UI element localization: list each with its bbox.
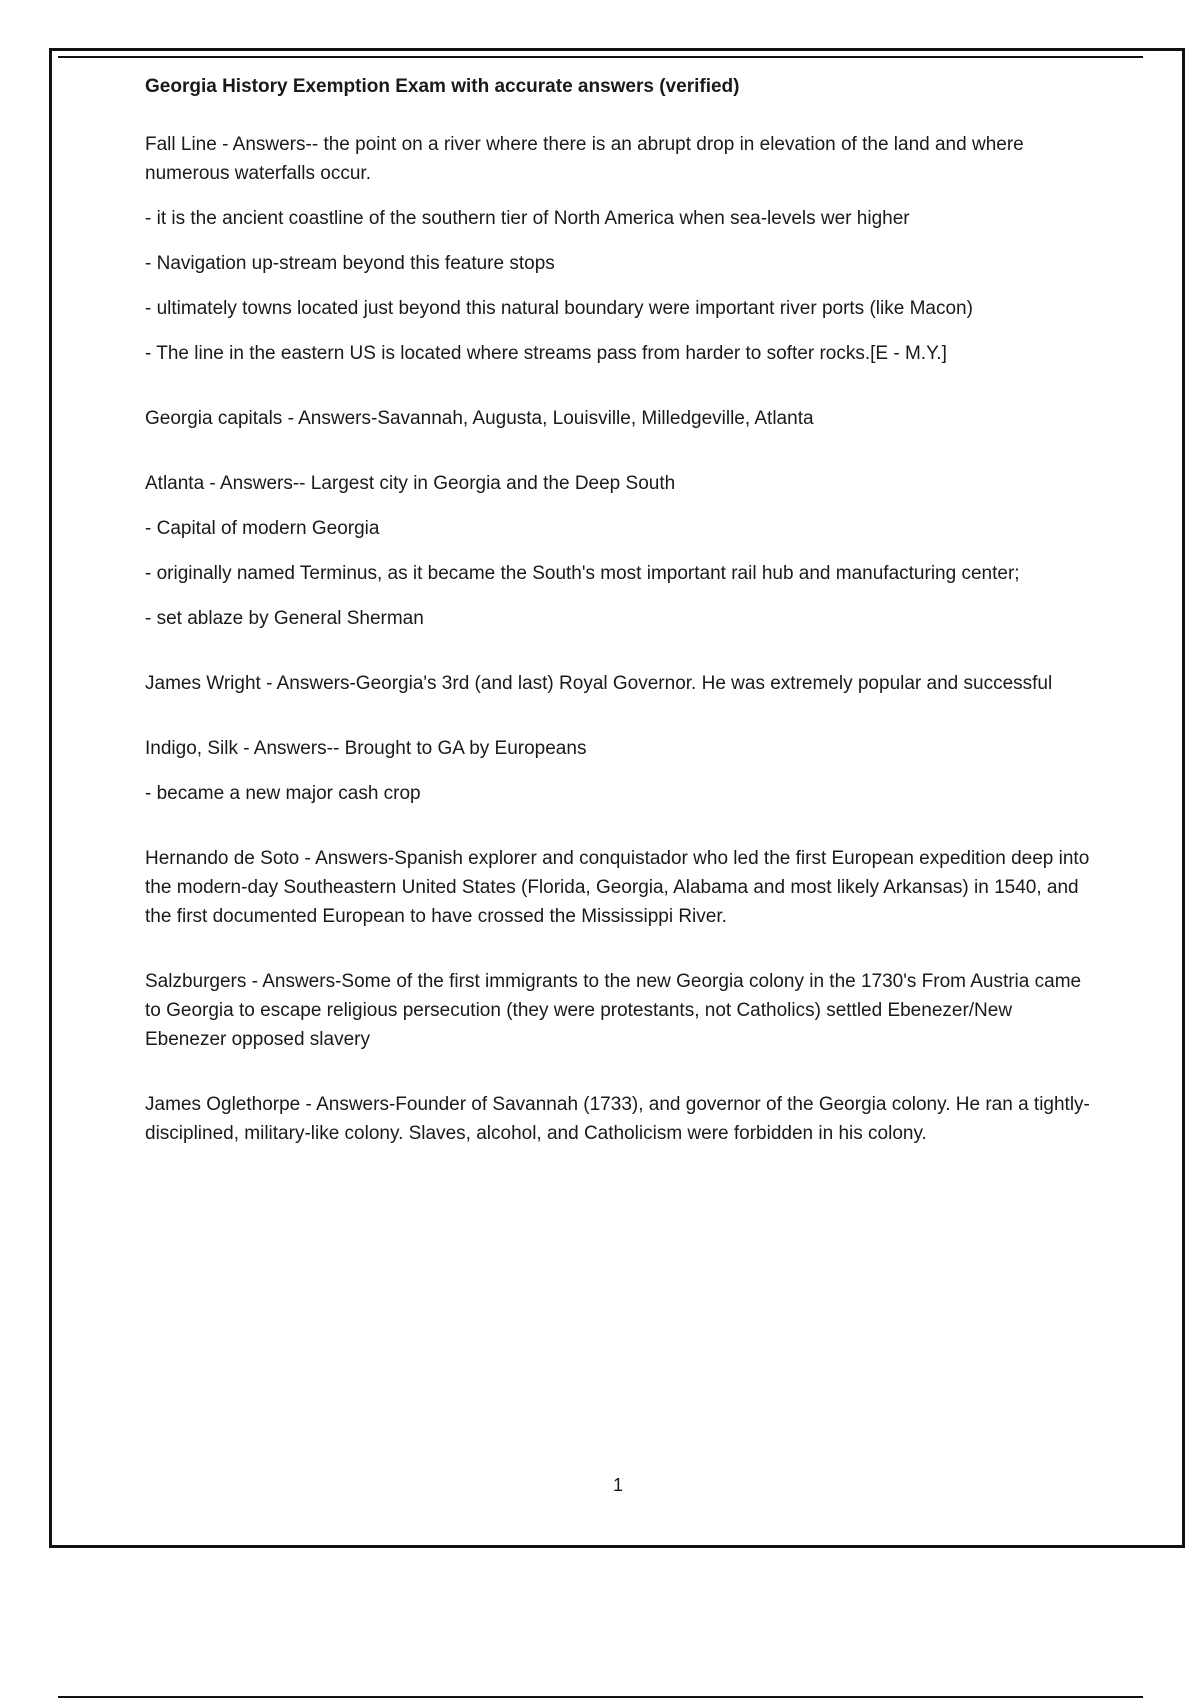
bottom-rule [58,1696,1143,1698]
entry-line: Indigo, Silk - Answers-- Brought to GA by Europeans [145,738,587,759]
entry-line: - originally named Terminus, as it became the South's most important rail hub and manufacturing center; [145,563,1020,584]
document-body [145,74,1095,1184]
entry-salzburgers [145,967,1095,1054]
entry-james-wright [145,669,1095,698]
entry-line: Atlanta - Answers-- Largest city in Georgia and the Deep South [145,473,676,494]
entry-line: Hernando de Soto - Answers-Spanish explorer and conquistador who led the first European expedition deep into the modern-day Southeastern United States (Florida, Georgia, Alabama and most likely Arkansas) in 1540, and the first documented European to have crossed the Mississippi River. [145,848,1090,927]
entry-hernando-de-soto [145,844,1095,931]
entry-fall-line [145,130,1095,368]
entry-georgia-capitals [145,404,1095,433]
entry-line: - became a new major cash crop [145,783,421,804]
entry-line: - ultimately towns located just beyond this natural boundary were important river ports (like Macon) [145,298,973,319]
entry-line: James Wright - Answers-Georgia's 3rd (and last) Royal Governor. He was extremely popular and successful [145,673,1053,694]
entry-atlanta [145,469,1095,633]
entry-line: Georgia capitals - Answers-Savannah, Augusta, Louisville, Milledgeville, Atlanta [145,408,814,429]
entry-line: - Navigation up-stream beyond this feature stops [145,253,555,274]
entry-line: - Capital of modern Georgia [145,518,380,539]
entry-line: Salzburgers - Answers-Some of the first immigrants to the new Georgia colony in the 1730's From Austria came to Georgia to escape religious persecution (they were protestants, not Catholics) settled Ebenezer/New Ebenezer opposed slavery [145,971,1082,1050]
entry-line: - The line in the eastern US is located where streams pass from harder to softer rocks.[E - M.Y.] [145,343,947,364]
page-number: 1 [612,1475,623,1495]
entry-line: - it is the ancient coastline of the southern tier of North America when sea-levels wer higher [145,208,910,229]
entry-line: Fall Line - Answers-- the point on a river where there is an abrupt drop in elevation of the land and where numerous waterfalls occur. [145,134,1024,184]
entry-indigo-silk [145,734,1095,808]
document-title: Georgia History Exemption Exam with accurate answers (verified) [145,76,740,97]
top-rule [58,56,1143,58]
entry-line: - set ablaze by General Sherman [145,608,424,629]
entry-james-oglethorpe [145,1090,1095,1148]
entry-line: James Oglethorpe - Answers-Founder of Savannah (1733), and governor of the Georgia colony. He ran a tightly-disciplined, military-like colony. Slaves, alcohol, and Catholicism were forbidden in his colony. [145,1094,1090,1144]
